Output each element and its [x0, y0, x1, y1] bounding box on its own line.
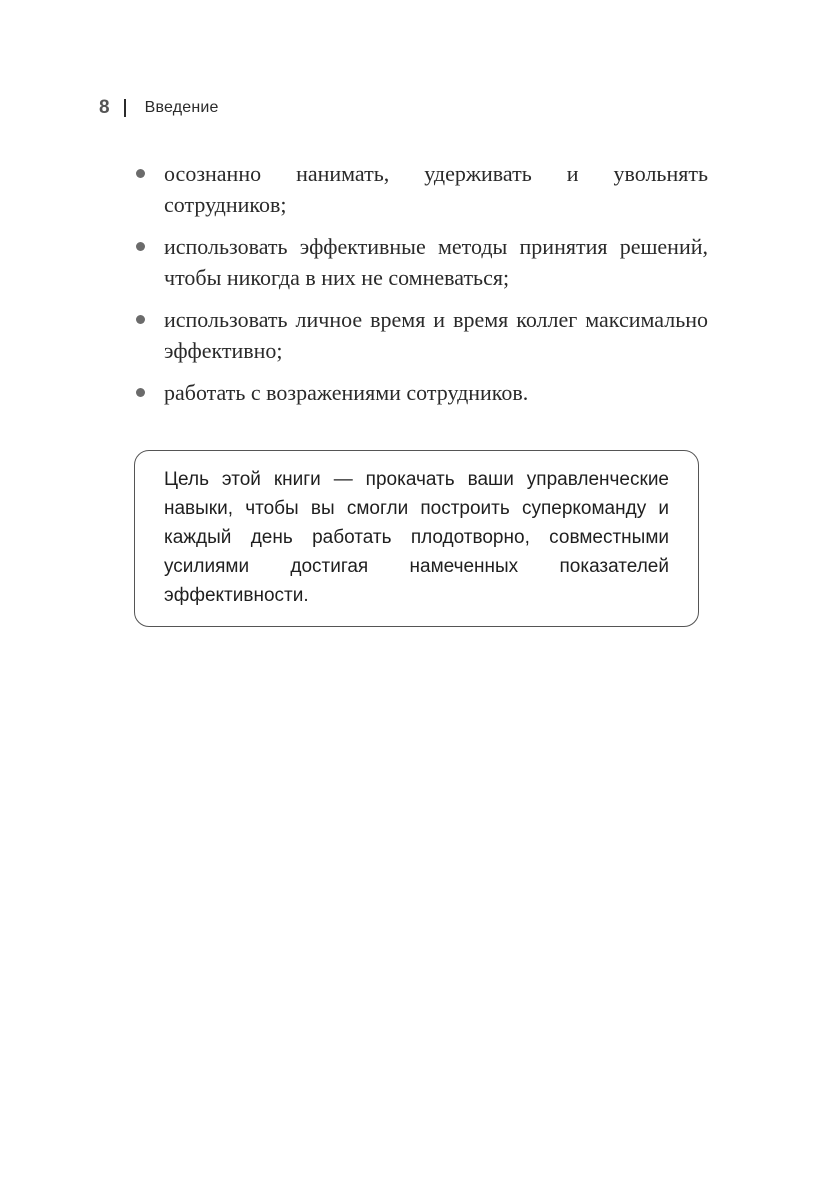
list-item: [133, 231, 708, 293]
list-item: [133, 304, 708, 366]
bullet-dot-icon: [136, 388, 145, 397]
list-item-text: работать с возражениями сотрудников.: [164, 380, 529, 405]
callout-text: Цель этой книги — прокачать ваши управленческие навыки, чтобы вы смогли построить суперкоманду и каждый день работать плодотворно, совместными усилиями достигая намеченных показателей эффективности.: [164, 469, 669, 606]
page-header: [99, 96, 219, 120]
list-item-text: использовать эффективные методы принятия решений, чтобы никогда в них не сомневаться;: [164, 234, 708, 290]
bullet-dot-icon: [136, 315, 145, 324]
header-divider: [124, 99, 126, 117]
bullet-dot-icon: [136, 242, 145, 251]
callout-box: [134, 450, 699, 627]
list-item-text: использовать личное время и время коллег максимально эффективно;: [164, 307, 708, 363]
list-item: [133, 377, 708, 408]
bullet-dot-icon: [136, 169, 145, 178]
page-number: 8: [99, 97, 110, 118]
bullet-list: [133, 158, 708, 419]
list-item-text: осознанно нанимать, удерживать и увольнять сотрудников;: [164, 161, 708, 217]
list-item: [133, 158, 708, 220]
section-title: Введение: [144, 99, 219, 116]
